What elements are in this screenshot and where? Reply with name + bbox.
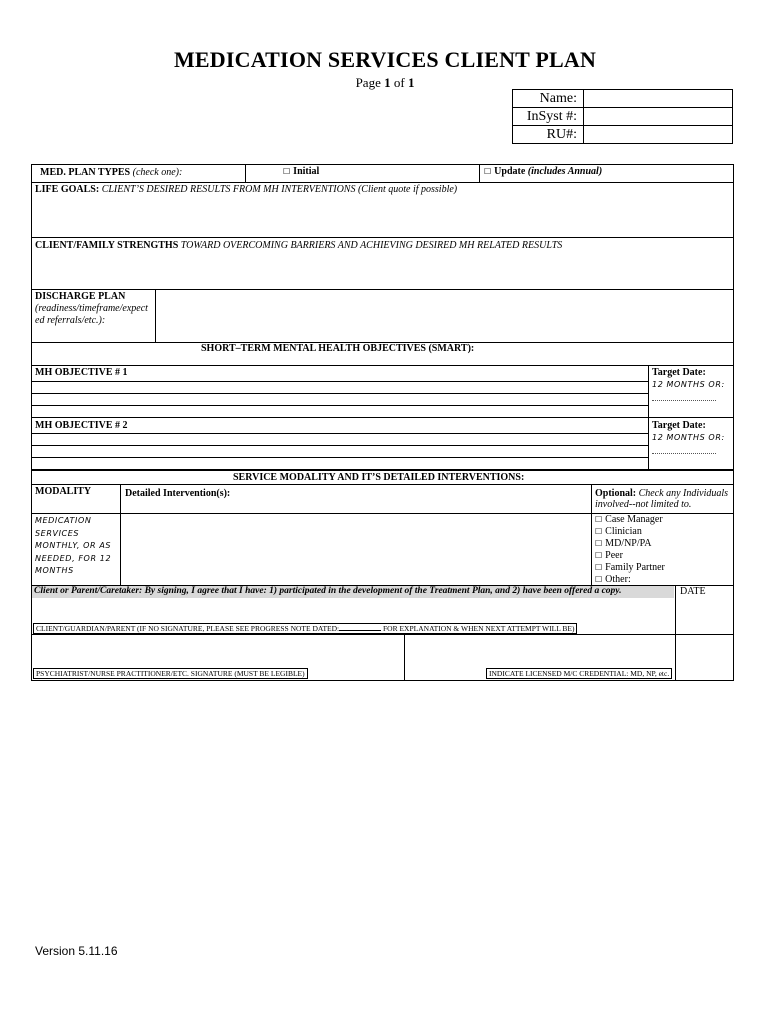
- objectives-header: SHORT–TERM MENTAL HEALTH OBJECTIVES (SMART):: [201, 343, 475, 354]
- individuals-list: [595, 514, 665, 585]
- credential-field[interactable]: [406, 636, 674, 664]
- target-date-1-value: 12 MONTHS OR:: [652, 380, 725, 389]
- psychiatrist-signature-field[interactable]: [32, 636, 403, 664]
- version-label: Version 5.11.16: [35, 944, 118, 958]
- initial-option[interactable]: ☐ Initial: [283, 166, 320, 177]
- name-field[interactable]: [584, 90, 733, 108]
- psychiatrist-signature-label: PSYCHIATRIST/NURSE PRACTITIONER/ETC. SIGNATURE (MUST BE LEGIBLE): [33, 668, 308, 679]
- page-total: 1: [407, 75, 415, 90]
- individual-family-partner[interactable]: ☐ Family Partner: [595, 561, 665, 573]
- update-option[interactable]: ☐ Update (includes Annual): [484, 166, 603, 177]
- plan-types-label: MED. PLAN TYPES (check one):: [40, 167, 183, 178]
- discharge-label: DISCHARGE PLAN: [35, 291, 126, 302]
- client-signature-field[interactable]: [32, 599, 674, 621]
- modality-header: SERVICE MODALITY AND IT’S DETAILED INTERVENTIONS:: [233, 472, 525, 483]
- discharge-hint-2: ed referrals/etc.):: [35, 315, 106, 326]
- name-label: Name:: [513, 90, 584, 108]
- page-of: of: [393, 75, 405, 90]
- consent-statement: Client or Parent/Caretaker: By signing, I agree that I have: 1) participated in the development of the Treatment Plan, and 2) have been offered a copy.: [34, 586, 622, 596]
- insyst-label: InSyst #:: [513, 108, 584, 126]
- page-prefix: Page: [355, 75, 381, 90]
- discharge-field[interactable]: [157, 290, 733, 341]
- modality-value: MEDICATION SERVICES MONTHLY, OR AS NEEDED, FOR 12 MONTHS: [35, 516, 112, 576]
- checkbox-icon[interactable]: ☐: [283, 167, 291, 176]
- objective-2-label: MH OBJECTIVE # 2: [35, 420, 128, 431]
- target-date-1-field[interactable]: [652, 399, 716, 401]
- optional-note: Optional: Check any Individuals: [595, 488, 729, 499]
- individual-clinician[interactable]: ☐ Clinician: [595, 525, 642, 537]
- optional-note-2: involved--not limited to.: [595, 499, 692, 510]
- target-date-2-field[interactable]: [652, 452, 716, 454]
- individual-md-np-pa[interactable]: ☐ MD/NP/PA: [595, 537, 652, 549]
- objective-1-label: MH OBJECTIVE # 1: [35, 367, 128, 378]
- progress-note-date-field[interactable]: [339, 630, 381, 631]
- discharge-hint-1: (readiness/timeframe/expect: [35, 303, 148, 314]
- credential-label: INDICATE LICENSED M/C CREDENTIAL: MD, NP, etc.: [486, 668, 672, 679]
- target-date-2-value: 12 MONTHS OR:: [652, 433, 725, 442]
- checkbox-icon[interactable]: ☐: [484, 167, 492, 176]
- target-date-2-label: Target Date:: [652, 420, 706, 431]
- individual-other[interactable]: ☐ Other:: [595, 573, 631, 585]
- page-title: MEDICATION SERVICES CLIENT PLAN: [173, 47, 597, 72]
- strengths-field[interactable]: [32, 254, 733, 288]
- detail-interventions-field[interactable]: [122, 514, 590, 584]
- life-goals-label: LIFE GOALS: CLIENT’S DESIRED RESULTS FROM MH INTERVENTIONS (Client quote if possible): [35, 184, 458, 195]
- page-current: 1: [384, 75, 391, 90]
- modality-column-label: MODALITY: [35, 486, 92, 497]
- client-id-box: [512, 89, 733, 144]
- individual-peer[interactable]: ☐ Peer: [595, 549, 623, 561]
- insyst-field[interactable]: [584, 108, 733, 126]
- individual-case-manager[interactable]: ☐ Case Manager: [595, 514, 663, 525]
- ru-field[interactable]: [584, 126, 733, 144]
- life-goals-field[interactable]: [32, 198, 733, 236]
- target-date-1-label: Target Date:: [652, 367, 706, 378]
- detail-column-label: Detailed Intervention(s):: [125, 488, 231, 499]
- ru-label: RU#:: [513, 126, 584, 144]
- date-label: DATE: [680, 586, 706, 597]
- strengths-label: CLIENT/FAMILY STRENGTHS TOWARD OVERCOMING BARRIERS AND ACHIEVING DESIRED MH RELATED RESULTS: [35, 240, 563, 251]
- client-signature-label: CLIENT/GUARDIAN/PARENT (IF NO SIGNATURE, PLEASE SEE PROGRESS NOTE DATED: FOR EXPLANATION & WHEN NEXT ATTEMPT WILL BE): [33, 623, 577, 634]
